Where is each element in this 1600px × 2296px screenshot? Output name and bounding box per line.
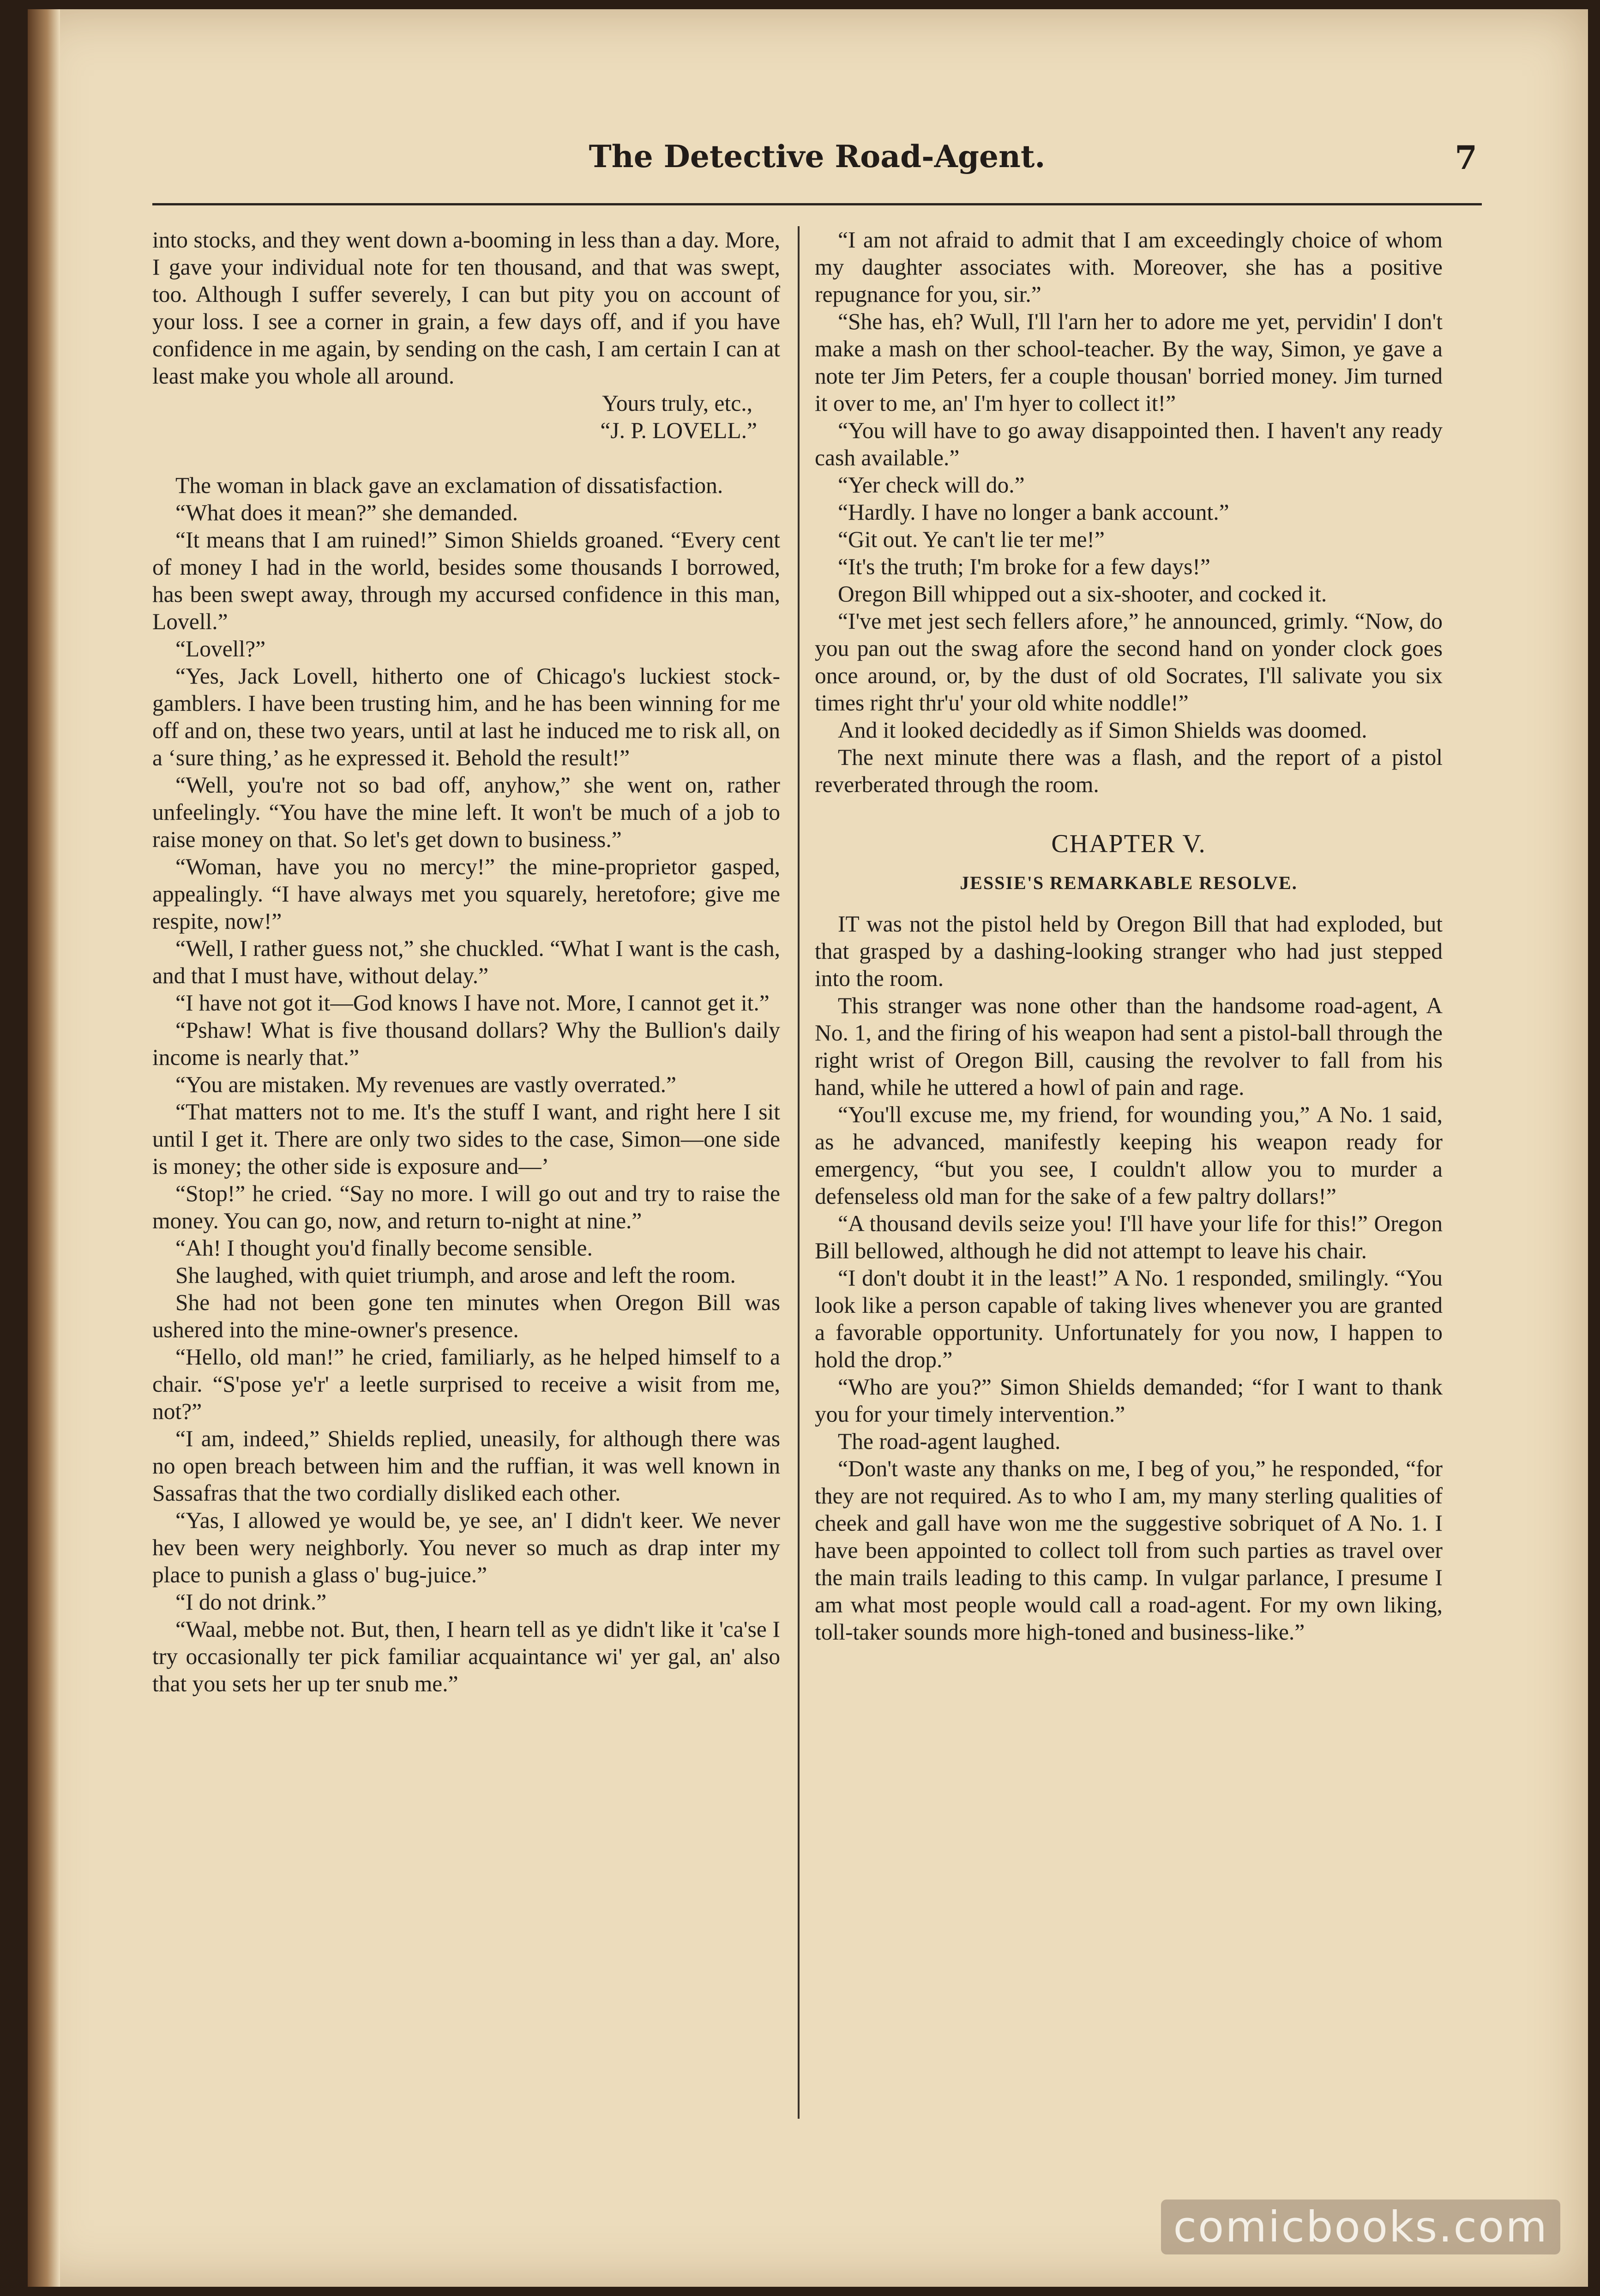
paragraph: “Woman, have you no mercy!” the mine-proprietor gasped, appealingly. “I have always met you squarely, heretofore; give me respite, now!” [152,854,780,934]
paragraph: “Ah! I thought you'd finally become sensible. [175,1235,593,1261]
chapter-subtitle: JESSIE'S REMARKABLE RESOLVE. [960,872,1298,893]
site-watermark: comicbooks.com [1161,2200,1560,2254]
paragraph: “Well, you're not so bad off, anyhow,” she went on, rather unfeelingly. “You have the mine left. It won't be much of a job to raise money on that. So let's get down to business.” [152,772,780,852]
paragraph: “Stop!” he cried. “Say no more. I will go out and try to raise the money. You can go, now, and return to-night at nine.” [152,1181,780,1233]
letter-signature: “J. P. LOVELL.” [600,418,757,443]
chapter-heading: CHAPTER V. [1051,829,1206,858]
paragraph: The next minute there was a flash, and the report of a pistol reverberated through the room. [815,745,1443,797]
running-title: The Detective Road-Agent. [589,138,1046,174]
right-column [815,226,1443,1646]
paragraph: IT was not the pistol held by Oregon Bill that had exploded, but that grasped by a dashing-looking stranger who had just stepped into the room. [815,911,1443,991]
paragraph: “I've met jest sech fellers afore,” he announced, grimly. “Now, do you pan out the swag afore the second hand on yonder clock goes once around, or, by the dust of old Socrates, I'll salivate you six times right thr'u' your old white noddle!” [815,608,1443,715]
page-header [152,138,1482,205]
paragraph: And it looked decidedly as if Simon Shields was doomed. [838,717,1367,743]
page-number: 7 [1455,138,1477,177]
paragraph: “Pshaw! What is five thousand dollars? Why the Bullion's daily income is nearly that.” [152,1017,780,1070]
paragraph: She laughed, with quiet triumph, and arose and left the room. [175,1262,736,1288]
paragraph: “A thousand devils seize you! I'll have your life for this!” Oregon Bill bellowed, although he did not attempt to leave his chair. [815,1211,1443,1263]
paragraph: “She has, eh? Wull, I'll l'arn her to adore me yet, pervidin' I don't make a mash on ther school-teacher. By the way, Simon, ye gave a note ter Jim Peters, fer a couple thousan' borried money. Jim turned it over to me, an' I'm hyer to collect it!” [815,309,1443,416]
paragraph: “Yas, I allowed ye would be, ye see, an' I didn't keer. We never hev been wery neighborly. You never so much as drap inter my place to punish a glass o' bug-juice.” [152,1508,780,1587]
paragraph: “Lovell?” [175,636,266,661]
paragraph: “What does it mean?” she demanded. [175,500,518,525]
paragraph: This stranger was none other than the handsome road-agent, A No. 1, and the firing of his weapon had sent a pistol-ball through the right wrist of Oregon Bill, causing the revolver to fall from his hand, while he uttered a howl of pain and rage. [815,993,1443,1100]
paragraph: “I have not got it—God knows I have not. More, I cannot get it.” [175,990,770,1016]
paragraph: “It's the truth; I'm broke for a few days!” [838,554,1210,579]
paragraph: “Waal, mebbe not. But, then, I hearn tell as ye didn't like it 'ca'se I try occasionally ter pick familiar acquaintance wi' yer gal, an' also that you sets her up ter snub me.” [152,1617,780,1696]
paragraph: “You'll excuse me, my friend, for wounding you,” A No. 1 said, as he advanced, manifestly keeping his weapon ready for emergency, “but you see, I couldn't allow you to murder a defenseless old man for the sake of a few paltry dollars!” [815,1102,1443,1209]
paragraph: “It means that I am ruined!” Simon Shields groaned. “Every cent of money I had in the world, besides some thousands I borrowed, has been swept away, through my accursed confidence in this man, Lovell.” [152,527,780,634]
paragraph: “I am, indeed,” Shields replied, uneasily, for although there was no open breach between him and the ruffian, it was well known in Sassafras that the two cordially disliked each other. [152,1426,780,1506]
paragraph: The woman in black gave an exclamation of dissatisfaction. [175,473,723,498]
letter-closing: Yours truly, etc., [602,391,752,416]
paragraph: “That matters not to me. It's the stuff I want, and right here I sit until I get it. There are only two sides to the case, Simon—one side is money; the other side is exposure and—’ [152,1099,780,1179]
paragraph: “I am not afraid to admit that I am exceedingly choice of whom my daughter associates with. Moreover, she has a positive repugnance for you, sir.” [815,227,1443,307]
paragraph: She had not been gone ten minutes when Oregon Bill was ushered into the mine-owner's presence. [152,1290,780,1342]
paragraph: “Don't waste any thanks on me, I beg of you,” he responded, “for they are not required. As to who I am, my many sterling qualities of cheek and gall have won me the suggestive sobriquet of A No. 1. I have been appointed to collect toll from such parties as travel over the main trails leading to this camp. In vulgar parlance, I presume I am what most people would call a road-agent. For my own liking, toll-taker sounds more high-toned and business-like.” [815,1456,1443,1645]
column-divider [798,226,800,2119]
paragraph: “Hello, old man!” he cried, familiarly, as he helped himself to a chair. “S'pose ye'r' a leetle surprised to receive a wisit from me, not?” [152,1344,780,1424]
paragraph: into stocks, and they went down a-booming in less than a day. More, I gave your individual note for ten thousand, and that was swept, too. Although I suffer severely, I can but pity you on account of your loss. I see a corner in grain, a few days off, and if you have confidence in me again, by sending on the cash, I am certain I can at least make you whole all around. [152,227,780,389]
paragraph: “Git out. Ye can't lie ter me!” [838,527,1105,552]
paragraph: “You will have to go away disappointed then. I haven't any ready cash available.” [815,418,1443,470]
paragraph: “Yer check will do.” [838,472,1025,498]
paragraph: “Who are you?” Simon Shields demanded; “for I want to thank you for your timely intervention.” [815,1374,1443,1427]
page-spine-shadow [28,9,60,2287]
paragraph: “Hardly. I have no longer a bank account.” [838,499,1229,525]
paragraph: “I do not drink.” [175,1589,327,1615]
paragraph: The road-agent laughed. [838,1429,1061,1454]
paragraph: “You are mistaken. My revenues are vastly overrated.” [175,1072,676,1097]
paragraph: “Yes, Jack Lovell, hitherto one of Chicago's luckiest stock-gamblers. I have been trusting him, and he has been winning for me off and on, these two years, until at last he induced me to risk all, on a ‘sure thing,’ as he expressed it. Behold the result!” [152,663,780,770]
book-page [28,9,1588,2287]
paragraph: “Well, I rather guess not,” she chuckled. “What I want is the cash, and that I must have, without delay.” [152,936,780,988]
paragraph: “I don't doubt it in the least!” A No. 1 responded, smilingly. “You look like a person capable of taking lives whenever you are granted a favorable opportunity. Unfortunately for you now, I happen to hold the drop.” [815,1265,1443,1372]
left-column [152,226,780,1697]
paragraph: Oregon Bill whipped out a six-shooter, and cocked it. [838,581,1327,607]
